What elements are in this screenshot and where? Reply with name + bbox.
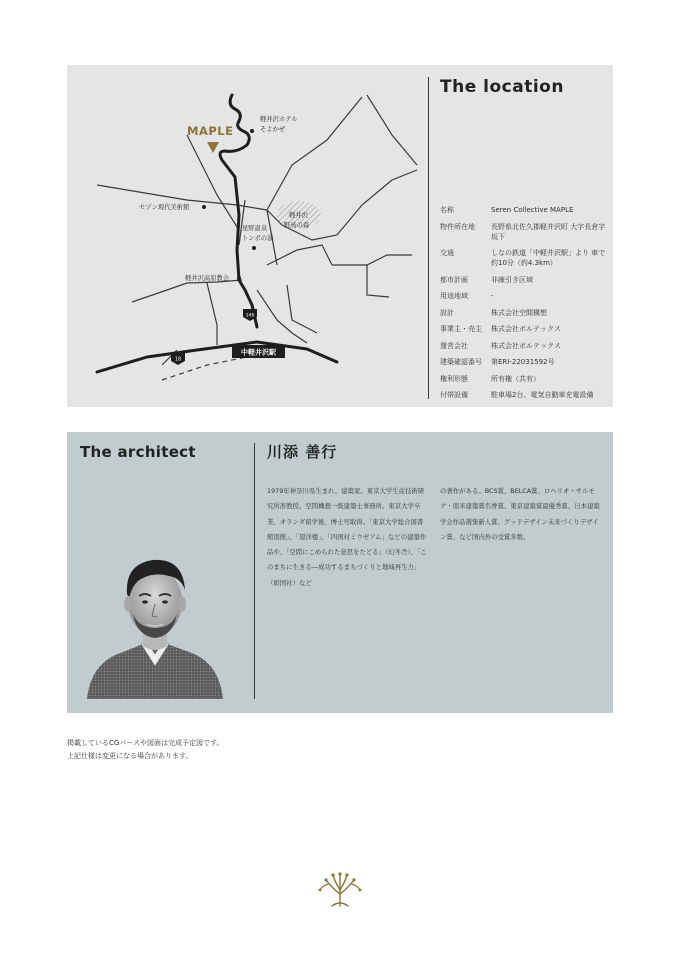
- map-label-hotel: 軽井沢ホテル: [260, 116, 298, 123]
- map-maple-label: MAPLE: [187, 124, 234, 138]
- tree-logo-icon: [318, 872, 362, 908]
- architect-title: The architect: [80, 443, 196, 461]
- location-title: The location: [440, 77, 564, 97]
- info-row-ownership: 権利形態 所有権（共有）: [440, 374, 540, 383]
- disclaimer-line-1: 掲載しているCGパースや図面は完成予定図です。: [67, 739, 224, 747]
- info-row-access: 交通 しなの鉄道「中軽井沢駅」より 車で約10分（約4.3km）: [440, 249, 606, 267]
- map-label-church: 軽井沢高原教会: [185, 275, 230, 282]
- svg-text:146: 146: [245, 313, 255, 319]
- location-divider: [428, 77, 429, 399]
- architect-bio-column-2: の著作がある。BCS賞、BELCA賞、ロヘリオ・サルモナ・南米建築賞名誉賞、東京建築賞最優秀賞、日本建築学会作品選集新人賞、グッドデザイン未来づくりデザイン賞、など国内外の受賞多数。: [440, 487, 600, 541]
- architect-portrait: [85, 544, 225, 699]
- location-map: [67, 65, 422, 407]
- map-route-18-icon: [171, 353, 185, 365]
- map-maple-marker-icon: [207, 142, 219, 153]
- info-row-name: 名称 Seren Collective MAPLE: [440, 206, 574, 214]
- info-row-design: 設計 株式会社空間構想: [440, 308, 547, 317]
- map-label-forest-2: 野鳥の森: [284, 222, 310, 229]
- property-info-table: [440, 205, 610, 407]
- disclaimer-line-2: 上記仕様は変更になる場合があります。: [67, 752, 193, 760]
- disclaimer-notes: [67, 737, 223, 763]
- map-label-hoshino-2: トンボの湯: [242, 235, 274, 242]
- info-row-address: 物件所在地 長野県北佐久郡軽井沢町 大字長倉字坂下: [440, 222, 606, 241]
- map-label-forest: 軽井沢: [289, 212, 308, 219]
- architect-divider: [254, 443, 255, 699]
- architect-section: [67, 432, 613, 713]
- info-row-permit: 建築確認番号 第ERI-22031592号: [440, 358, 555, 366]
- map-label-sezon: セゾン現代美術館: [139, 204, 190, 211]
- info-row-operator: 運営会社 株式会社ボルテックス: [440, 341, 561, 350]
- info-row-zoning: 用途地域 -: [440, 292, 494, 300]
- architect-name: 川添 善行: [267, 443, 338, 461]
- info-row-city-planning: 都市計画 非線引き区域: [440, 275, 533, 284]
- info-row-developer: 事業主・売主 株式会社ボルテックス: [440, 325, 561, 333]
- location-section: [67, 65, 613, 407]
- map-label-hotel-2: そよかぜ: [260, 126, 286, 133]
- info-row-facilities: 付帯設備 駐車場2台、電気自動車充電設備: [440, 391, 594, 399]
- architect-bio-column-1: 1979年神奈川県生まれ。建築家。東京大学生産技術研究所准教授。空間構想一級建築士事務所。東京大学卒業、オランダ留学後、博士号取得。「東京大学総合図書館別館」、「望洋楼」、「四国村ミウゼアム」などの建築作品や、「空間にこめられた意思をたどる」（幻冬舎）、「このまちに生きる―成功するまちづくりと地域再生力」（彰国社）など: [267, 487, 427, 587]
- svg-text:18: 18: [174, 357, 182, 363]
- map-station-label: 中軽井沢駅: [241, 348, 276, 357]
- map-label-hoshino: 星野温泉: [242, 225, 268, 232]
